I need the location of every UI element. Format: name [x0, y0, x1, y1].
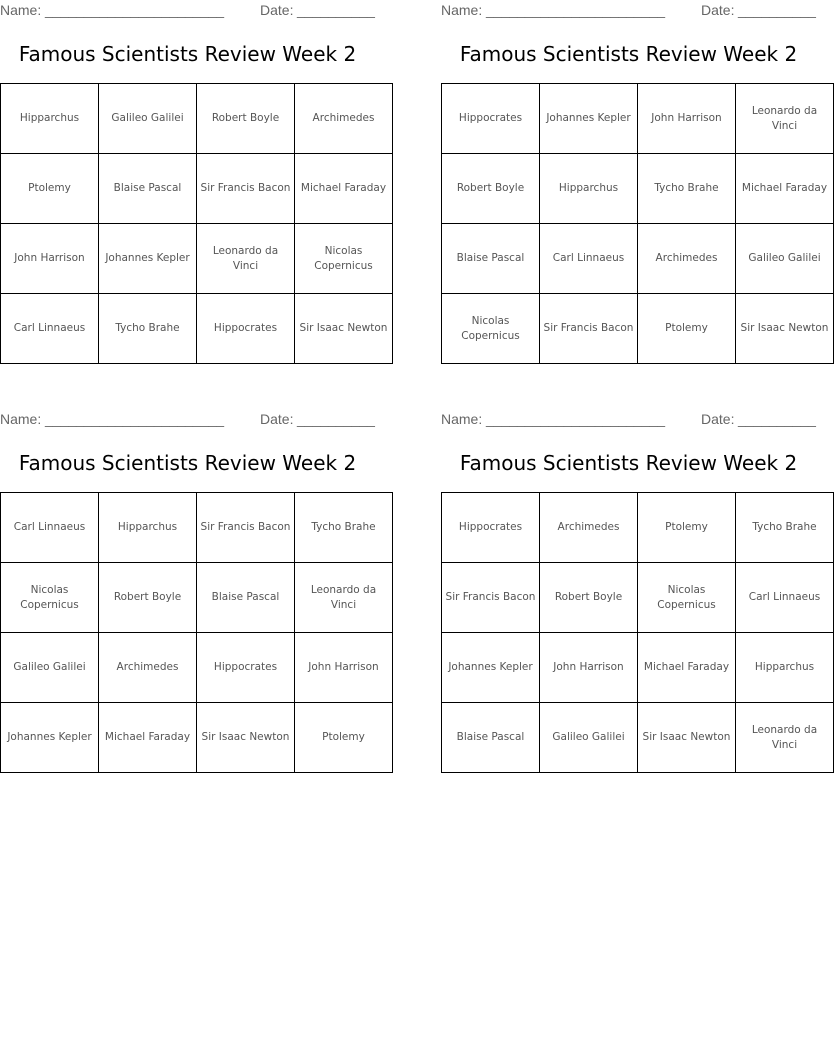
- grid-row: [1, 84, 393, 154]
- grid-row: [1, 224, 393, 294]
- grid-cell: Carl Linnaeus: [736, 563, 834, 633]
- grid-cell: Ptolemy: [1, 154, 99, 224]
- grid-cell: Galileo Galilei: [540, 703, 638, 773]
- date-label: Date:: [701, 411, 735, 427]
- date-label: Date:: [260, 2, 294, 18]
- grid-cell: Hippocrates: [442, 84, 540, 154]
- date-label: Date:: [260, 411, 294, 427]
- bingo-card-3: [0, 409, 379, 783]
- grid-cell: Nicolas Copernicus: [638, 563, 736, 633]
- grid-cell: John Harrison: [295, 633, 393, 703]
- grid-cell: Johannes Kepler: [99, 224, 197, 294]
- name-label: Name:: [441, 411, 483, 427]
- grid-cell: Sir Isaac Newton: [295, 294, 393, 364]
- grid-cell: Galileo Galilei: [99, 84, 197, 154]
- date-label: Date:: [701, 2, 735, 18]
- grid-cell: Blaise Pascal: [197, 563, 295, 633]
- grid-cell: Robert Boyle: [197, 84, 295, 154]
- grid-cell: Carl Linnaeus: [1, 294, 99, 364]
- grid-cell: John Harrison: [1, 224, 99, 294]
- grid-row: [442, 493, 834, 563]
- grid-cell: Archimedes: [295, 84, 393, 154]
- grid-row: [442, 294, 834, 364]
- grid-cell: Carl Linnaeus: [1, 493, 99, 563]
- grid-cell: Sir Francis Bacon: [197, 493, 295, 563]
- grid-cell: Sir Isaac Newton: [197, 703, 295, 773]
- grid-cell: Hippocrates: [197, 294, 295, 364]
- grid-cell: Hippocrates: [197, 633, 295, 703]
- grid-row: [1, 633, 393, 703]
- card-title: Famous Scientists Review Week 2: [18, 42, 357, 66]
- grid-row: [442, 84, 834, 154]
- date-blank: __________: [738, 2, 816, 18]
- bingo-card-2: [441, 0, 829, 374]
- bingo-grid: [441, 83, 834, 364]
- grid-cell: Galileo Galilei: [736, 224, 834, 294]
- grid-cell: John Harrison: [638, 84, 736, 154]
- name-label: Name:: [0, 411, 42, 427]
- grid-cell: Leonardo da Vinci: [736, 703, 834, 773]
- grid-cell: Johannes Kepler: [442, 633, 540, 703]
- grid-row: [442, 154, 834, 224]
- grid-row: [1, 154, 393, 224]
- grid-cell: Archimedes: [540, 493, 638, 563]
- grid-cell: Tycho Brahe: [736, 493, 834, 563]
- name-label: Name:: [0, 2, 42, 18]
- grid-cell: Hipparchus: [99, 493, 197, 563]
- grid-cell: Michael Faraday: [736, 154, 834, 224]
- grid-cell: Nicolas Copernicus: [442, 294, 540, 364]
- grid-cell: Hippocrates: [442, 493, 540, 563]
- grid-cell: Hipparchus: [736, 633, 834, 703]
- date-blank: __________: [738, 411, 816, 427]
- grid-row: [1, 493, 393, 563]
- grid-cell: Hipparchus: [540, 154, 638, 224]
- grid-cell: Robert Boyle: [442, 154, 540, 224]
- grid-cell: Blaise Pascal: [99, 154, 197, 224]
- grid-cell: Nicolas Copernicus: [1, 563, 99, 633]
- grid-cell: Nicolas Copernicus: [295, 224, 393, 294]
- grid-cell: Sir Francis Bacon: [540, 294, 638, 364]
- grid-row: [442, 224, 834, 294]
- grid-row: [1, 703, 393, 773]
- grid-cell: John Harrison: [540, 633, 638, 703]
- grid-cell: Michael Faraday: [99, 703, 197, 773]
- grid-row: [442, 633, 834, 703]
- grid-cell: Sir Isaac Newton: [638, 703, 736, 773]
- grid-cell: Johannes Kepler: [540, 84, 638, 154]
- grid-cell: Leonardo da Vinci: [197, 224, 295, 294]
- name-blank: _______________________: [486, 411, 666, 427]
- bingo-card-1: [0, 0, 388, 374]
- card-title: Famous Scientists Review Week 2: [459, 451, 798, 475]
- name-blank: _______________________: [486, 2, 666, 18]
- grid-row: [442, 563, 834, 633]
- grid-cell: Archimedes: [99, 633, 197, 703]
- bingo-grid: [0, 83, 393, 364]
- grid-cell: Sir Francis Bacon: [197, 154, 295, 224]
- bingo-grid: [0, 492, 393, 773]
- grid-cell: Tycho Brahe: [99, 294, 197, 364]
- grid-row: [1, 294, 393, 364]
- grid-cell: Michael Faraday: [295, 154, 393, 224]
- grid-cell: Sir Francis Bacon: [442, 563, 540, 633]
- grid-cell: Johannes Kepler: [1, 703, 99, 773]
- grid-cell: Hipparchus: [1, 84, 99, 154]
- date-blank: __________: [297, 2, 375, 18]
- grid-cell: Robert Boyle: [99, 563, 197, 633]
- card-header: [441, 2, 816, 20]
- name-blank: _______________________: [45, 411, 225, 427]
- grid-row: [442, 703, 834, 773]
- grid-cell: Archimedes: [638, 224, 736, 294]
- grid-row: [1, 563, 393, 633]
- grid-cell: Ptolemy: [638, 493, 736, 563]
- card-header: [0, 2, 375, 20]
- grid-cell: Blaise Pascal: [442, 703, 540, 773]
- card-header: [0, 411, 375, 429]
- grid-cell: Tycho Brahe: [638, 154, 736, 224]
- grid-cell: Robert Boyle: [540, 563, 638, 633]
- name-blank: _______________________: [45, 2, 225, 18]
- grid-cell: Leonardo da Vinci: [736, 84, 834, 154]
- card-title: Famous Scientists Review Week 2: [18, 451, 357, 475]
- grid-cell: Galileo Galilei: [1, 633, 99, 703]
- grid-cell: Michael Faraday: [638, 633, 736, 703]
- name-label: Name:: [441, 2, 483, 18]
- grid-cell: Carl Linnaeus: [540, 224, 638, 294]
- card-header: [441, 411, 816, 429]
- grid-cell: Ptolemy: [295, 703, 393, 773]
- bingo-card-4: [441, 409, 821, 783]
- date-blank: __________: [297, 411, 375, 427]
- grid-cell: Ptolemy: [638, 294, 736, 364]
- bingo-grid: [441, 492, 834, 773]
- grid-cell: Tycho Brahe: [295, 493, 393, 563]
- grid-cell: Blaise Pascal: [442, 224, 540, 294]
- card-title: Famous Scientists Review Week 2: [459, 42, 798, 66]
- grid-cell: Sir Isaac Newton: [736, 294, 834, 364]
- grid-cell: Leonardo da Vinci: [295, 563, 393, 633]
